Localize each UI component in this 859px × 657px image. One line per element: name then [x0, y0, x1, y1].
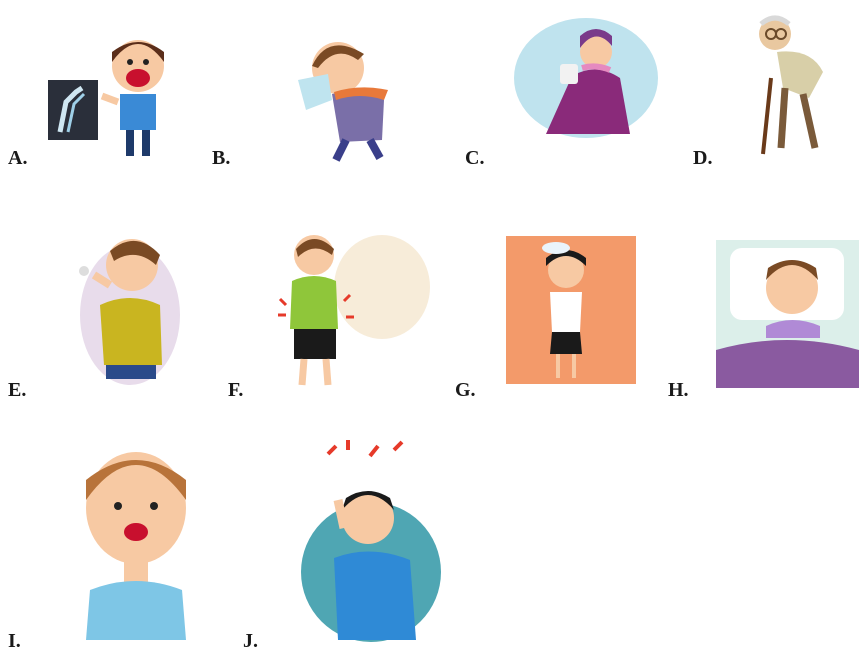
stomachache-boy-illustration: [270, 225, 435, 390]
sneezing-boy-illustration: [288, 30, 418, 165]
option-label-e: E.: [8, 379, 27, 401]
option-label-i: I.: [8, 630, 21, 652]
coughing-boy-illustration: [70, 225, 185, 385]
option-label-a: A.: [8, 147, 28, 169]
sick-boy-in-bed-illustration: [716, 240, 859, 388]
option-label-f: F.: [228, 379, 244, 401]
old-man-backache-illustration: [745, 8, 845, 158]
option-label-c: C.: [465, 147, 485, 169]
option-label-g: G.: [455, 379, 476, 401]
option-label-b: B.: [212, 147, 231, 169]
option-label-h: H.: [668, 379, 689, 401]
woman-headache-ice-pack-illustration: [506, 236, 636, 384]
woman-with-cold-tea-illustration: [512, 16, 662, 141]
man-headache-illustration: [298, 440, 448, 645]
sore-throat-boy-illustration: [78, 440, 193, 640]
option-label-j: J.: [243, 630, 258, 652]
broken-arm-xray-boy-illustration: [48, 22, 178, 162]
option-label-d: D.: [693, 147, 713, 169]
